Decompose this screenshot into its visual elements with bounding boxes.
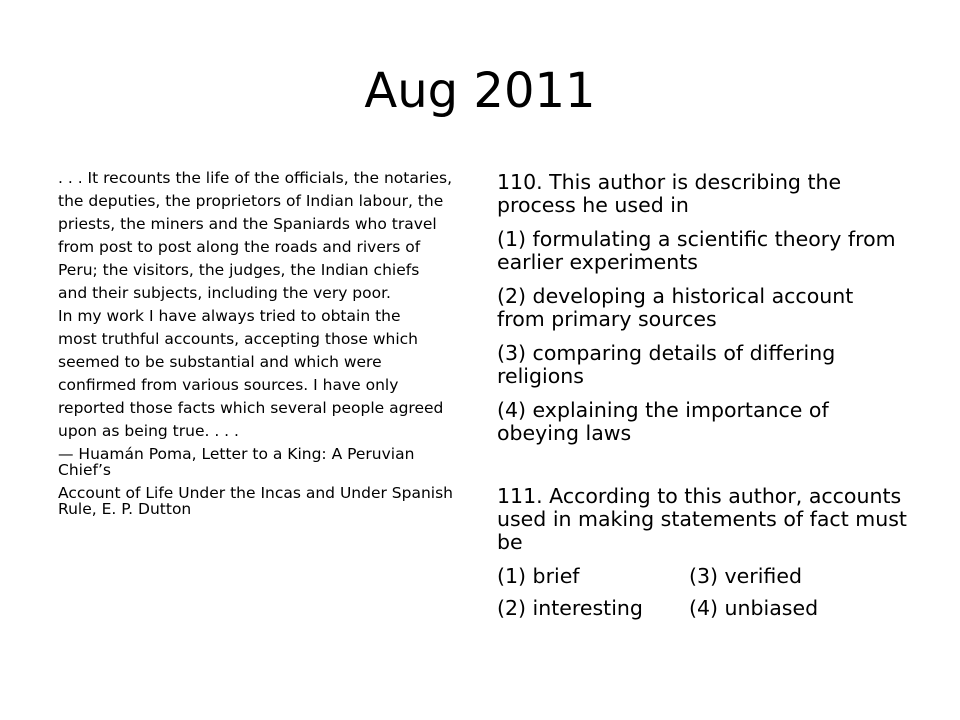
excerpt-line: seemed to be substantial and which were [58, 353, 382, 371]
slide-title: Aug 2011 [364, 63, 596, 119]
excerpt-line: the deputies, the proprietors of Indian labour, the [58, 192, 444, 210]
question-110-stem: 110. This author is describing the process he used in [497, 170, 842, 217]
excerpt-line: and their subjects, including the very poor. [58, 284, 391, 302]
question-110-choice-2: (2) developing a historical account from primary sources [497, 284, 854, 331]
excerpt-line: priests, the miners and the Spaniards who travel [58, 215, 437, 233]
question-110-choice-1: (1) formulating a scientific theory from earlier experiments [497, 227, 896, 274]
source-excerpt [58, 170, 468, 524]
question-111-choice-3: (3) verified [689, 564, 802, 588]
question-111-stem: 111. According to this author, accounts used in making statements of fact must be [497, 484, 907, 554]
excerpt-line: from post to post along the roads and rivers of [58, 238, 421, 256]
excerpt-line: upon as being true. . . . [58, 422, 239, 440]
question-110-choice-3: (3) comparing details of differing religions [497, 341, 836, 388]
citation-line: — Huamán Poma, Letter to a King: A Peruvian Chief’s [58, 445, 415, 479]
question-111-choice-4: (4) unbiased [689, 596, 819, 620]
question-110-choice-4: (4) explaining the importance of obeying laws [497, 398, 829, 445]
excerpt-line: most truthful accounts, accepting those which [58, 330, 418, 348]
excerpt-line: . . . It recounts the life of the officials, the notaries, [58, 169, 453, 187]
excerpt-line: confirmed from various sources. I have only [58, 376, 399, 394]
excerpt-line: Peru; the visitors, the judges, the Indian chiefs [58, 261, 420, 279]
excerpt-line: reported those facts which several people agreed [58, 399, 444, 417]
excerpt-line: In my work I have always tried to obtain the [58, 307, 401, 325]
question-111-choice-row [497, 597, 907, 620]
question-111-choice-row [497, 565, 907, 588]
question-111-choice-1: (1) brief [497, 564, 580, 588]
citation-line: Account of Life Under the Incas and Under Spanish Rule, E. P. Dutton [58, 484, 454, 518]
question-111-choice-2: (2) interesting [497, 596, 643, 620]
questions-panel [497, 171, 907, 629]
